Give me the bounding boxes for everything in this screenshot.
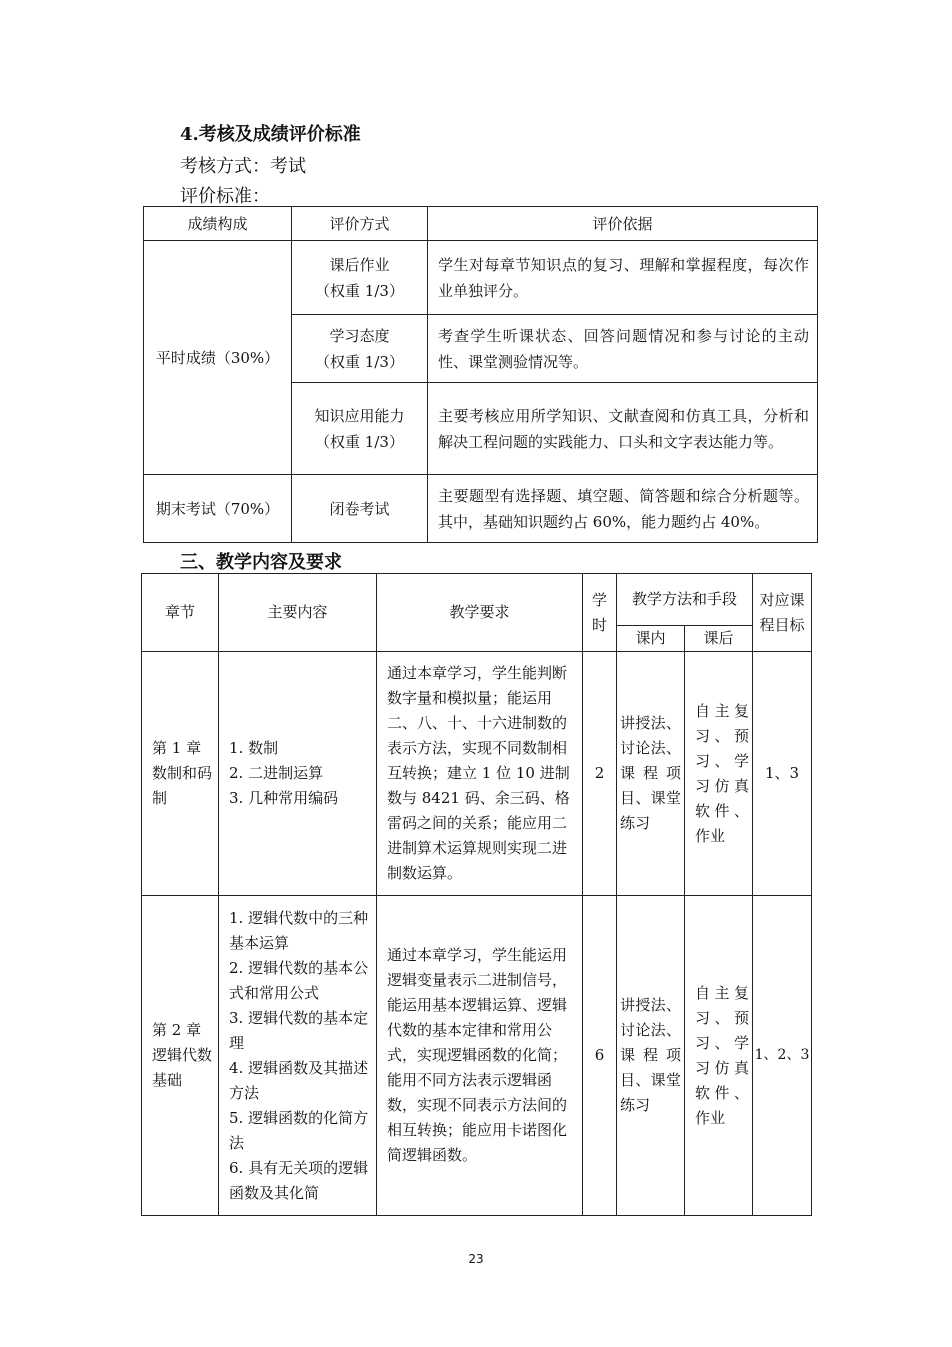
header-in-class: 课内 (617, 626, 685, 652)
method-weight: （权重 1/3） (315, 281, 404, 300)
basis-cell: 学生对每章节知识点的复习、理解和掌握程度，每次作业单独评分。 (428, 241, 818, 315)
header-method: 评价方式 (292, 207, 428, 241)
list-item: 3. 逻辑代数的基本定理 (229, 1008, 369, 1052)
method-cell (292, 315, 428, 383)
method-weight: （权重 1/3） (315, 432, 404, 451)
basis-cell: 主要题型有选择题、填空题、简答题和综合分析题等。其中，基础知识题约占 60%，能力题约占 40%。 (428, 475, 818, 543)
hours-cell: 2 (583, 652, 617, 896)
component-final: 期末考试（70%） (144, 475, 292, 543)
header-basis: 评价依据 (428, 207, 818, 241)
list-item: 1. 数制 (229, 739, 279, 757)
list-item: 3. 几种常用编码 (229, 789, 339, 807)
list-item: 2. 逻辑代数的基本公式和常用公式 (229, 958, 369, 1002)
list-item: 2. 二进制运算 (229, 764, 324, 782)
component-regular: 平时成绩（30%） (144, 241, 292, 475)
list-item: 4. 逻辑函数及其描述方法 (229, 1058, 369, 1102)
after-class-cell: 自主复习、预习、学习仿真软件、作业 (685, 652, 753, 896)
method-cell: 闭卷考试 (292, 475, 428, 543)
method-name: 学习态度 (329, 326, 390, 345)
method-name: 知识应用能力 (314, 406, 405, 425)
section-heading-content: 三、教学内容及要求 (180, 552, 342, 573)
method-name: 课后作业 (329, 255, 390, 274)
in-class-cell: 讲授法、讨论法、课程项目、课堂练习 (617, 652, 685, 896)
criteria-label: 评价标准： (180, 186, 270, 207)
header-after-class: 课后 (685, 626, 753, 652)
table-row (142, 652, 812, 896)
table-row (144, 241, 818, 315)
header-chapter: 章节 (142, 574, 219, 652)
grading-table-header (144, 207, 818, 241)
objectives-cell: 1、2、3 (753, 896, 812, 1216)
header-main-content: 主要内容 (219, 574, 377, 652)
objectives-cell: 1、3 (753, 652, 812, 896)
content-cell (219, 896, 377, 1216)
chapter-cell: 第 2 章 逻辑代数基础 (142, 896, 219, 1216)
table-row (142, 896, 812, 1216)
in-class-cell: 讲授法、讨论法、课程项目、课堂练习 (617, 896, 685, 1216)
header-objectives: 对应课程目标 (753, 574, 812, 652)
exam-method-text: 考核方式：考试 (180, 156, 306, 177)
grading-table (143, 206, 818, 543)
hours-cell: 6 (583, 896, 617, 1216)
method-weight: （权重 1/3） (315, 352, 404, 371)
after-class-cell: 自主复习、预习、学习仿真软件、作业 (685, 896, 753, 1216)
method-cell (292, 383, 428, 475)
list-item: 5. 逻辑函数的化简方法 (229, 1108, 369, 1152)
list-item: 6. 具有无关项的逻辑函数及其化简 (229, 1158, 369, 1202)
header-hours: 学时 (583, 574, 617, 652)
basis-cell: 主要考核应用所学知识、文献查阅和仿真工具，分析和解决工程问题的实践能力、口头和文字表达能力等。 (428, 383, 818, 475)
basis-cell: 考查学生听课状态、回答问题情况和参与讨论的主动性、课堂测验情况等。 (428, 315, 818, 383)
content-cell (219, 652, 377, 896)
list-item: 1. 逻辑代数中的三种基本运算 (229, 908, 369, 952)
requirement-cell: 通过本章学习，学生能运用逻辑变量表示二进制信号，能运用基本逻辑运算、逻辑代数的基本定律和常用公式，实现逻辑函数的化简；能用不同方法表示逻辑函数，实现不同表示方法间的相互转换；能应用卡诺图化简逻辑函数。 (377, 896, 583, 1216)
chapter-cell: 第 1 章 数制和码制 (142, 652, 219, 896)
header-requirements: 教学要求 (377, 574, 583, 652)
header-methods: 教学方法和手段 (617, 574, 753, 626)
header-component: 成绩构成 (144, 207, 292, 241)
page-number: 23 (468, 1252, 484, 1266)
method-cell (292, 241, 428, 315)
requirement-cell: 通过本章学习，学生能判断数字量和模拟量；能运用二、八、十、十六进制数的表示方法，实现不同数制相互转换；建立 1 位 10 进制数与 8421 码、余三码、格雷码之间的关系；能应用二进制算术运算规则实现二进制数运算。 (377, 652, 583, 896)
section-heading-assessment: 4.考核及成绩评价标准 (180, 124, 361, 145)
content-table (141, 573, 812, 1216)
table-row (144, 475, 818, 543)
content-table-header (142, 574, 812, 626)
